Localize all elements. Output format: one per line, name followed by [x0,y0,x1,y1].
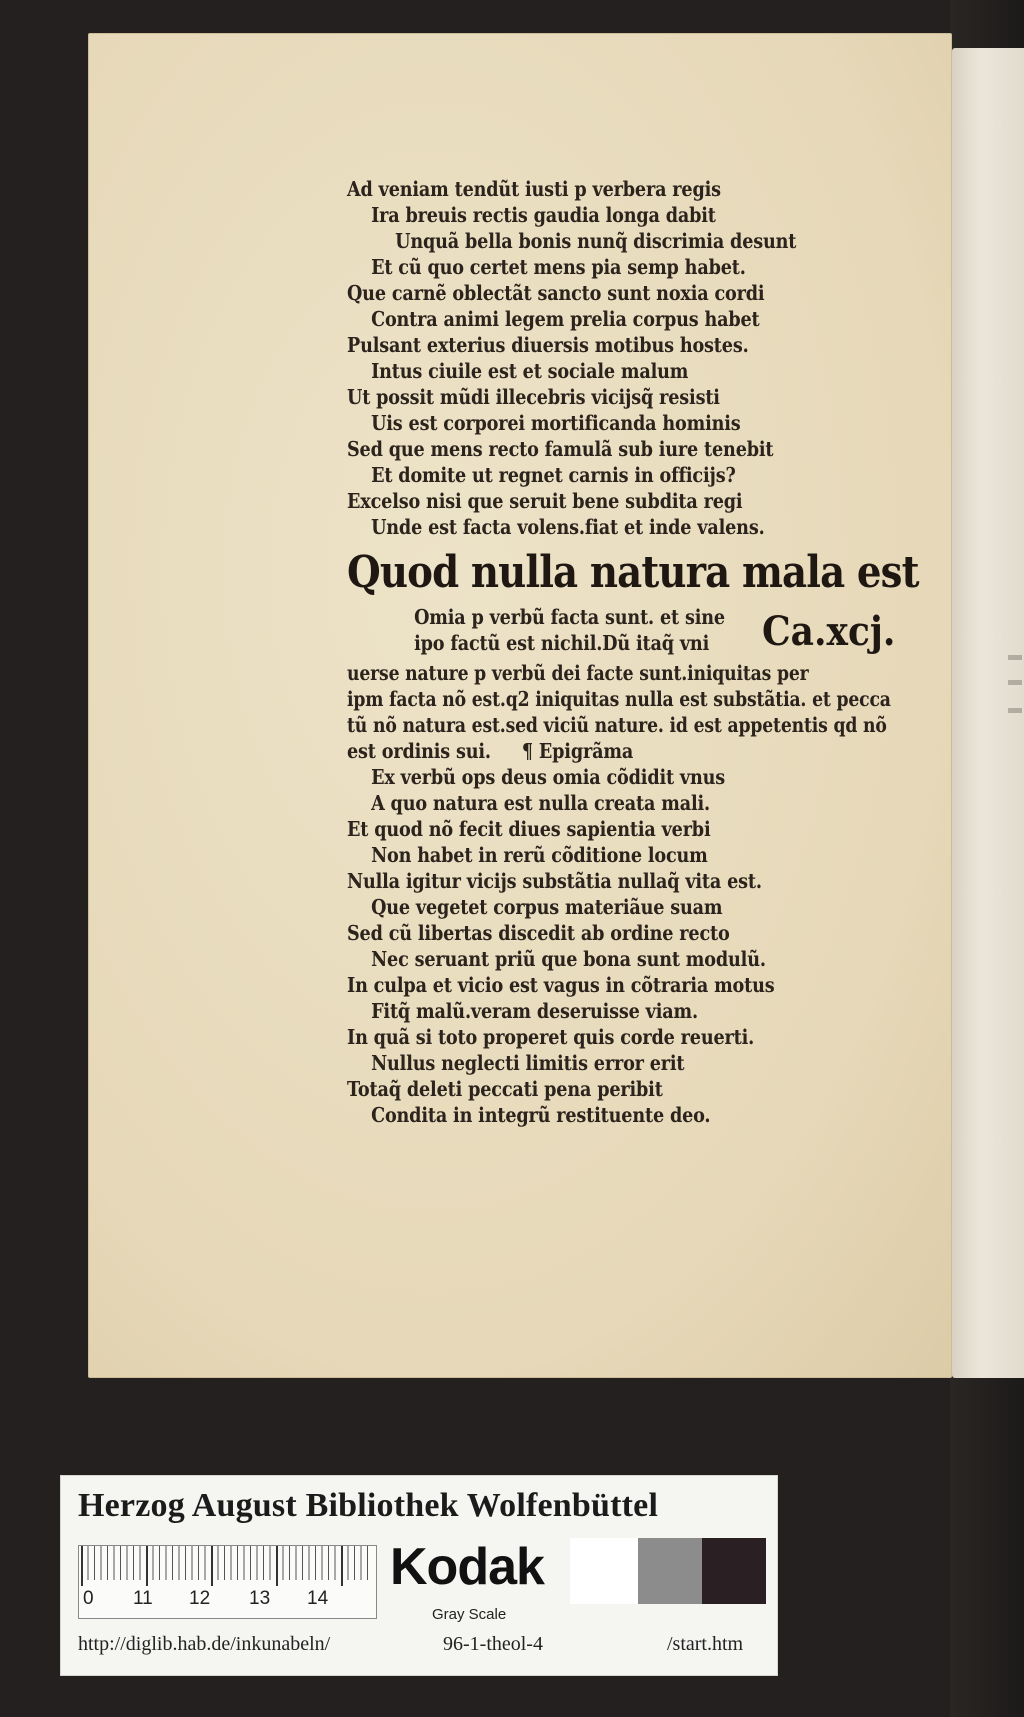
ruler-label: 0 [83,1588,94,1609]
text-line: Totaq̃ deleti peccati pena peribit [347,1077,663,1101]
kodak-logo: Kodak [390,1538,544,1596]
text-line: uerse nature p verbũ dei facte sunt.iniquitas per [347,661,809,685]
chapter-heading: Quod nulla natura mala est [347,547,919,598]
text-line: Sed que mens recto famulã sub iure tenebit [347,437,774,461]
text-line: Nulla igitur vicijs substãtia nullaq̃ vita est. [347,869,762,893]
prose-last-line [347,738,829,764]
text-line: Sed cũ libertas discedit ab ordine recto [347,921,730,945]
page-text [347,176,919,1128]
url-suffix: /start.htm [667,1633,744,1655]
text-line: Excelso nisi que seruit bene subdita regi [347,489,743,513]
text-line: In quã si toto properet quis corde reuerti. [347,1025,755,1049]
text-line: Fitq̃ malũ.veram deseruisse viam. [371,999,698,1023]
text-line: Ad veniam tendũt iusti p verbera regis [347,177,721,201]
text-line: ipo factũ est nichil.Dũ itaq̃ vni [414,631,710,655]
ruler-label: 14 [307,1588,329,1609]
text-line: Ira breuis rectis gaudia longa dabit [371,203,716,227]
ruler [78,1545,377,1619]
adjacent-page-edge [952,48,1024,1378]
text-line: Unquã bella bonis nunq̃ discrimia desunt [395,229,797,253]
text-line: ipm facta nõ est.q2 iniquitas nulla est substãtia. et pecca [347,687,891,711]
ruler-label: 11 [133,1588,153,1609]
gray-swatch-white [570,1538,638,1604]
chapter-intro-row [347,604,907,660]
prose-paragraph [347,660,907,738]
text-line: Et domite ut regnet carnis in officijs? [371,463,736,487]
chapter-number: Ca.xcj. [762,608,896,655]
text-line: Uis est corporei mortificanda hominis [371,411,741,435]
text-line: tũ nõ natura est.sed viciũ nature. id est appetentis qd nõ [347,713,887,737]
text-line: Que carnẽ oblectãt sancto sunt noxia cordi [347,281,765,305]
text-line: Contra animi legem prelia corpus habet [371,307,760,331]
ruler-label: 12 [189,1588,211,1609]
text-line: Unde est facta volens.fiat et inde valens. [371,515,765,539]
text-line: Intus ciuile est et sociale malum [371,359,689,383]
text-line: Condita in integrũ restituente deo. [371,1103,711,1127]
text-line: Nullus neglecti limitis error erit [371,1051,685,1075]
epigram-label: ¶ Epigrãma [521,739,634,763]
text-line: Non habet in rerũ cõditione locum [371,843,708,867]
prose-last-text: est ordinis sui. [347,739,491,763]
gray-swatch-dark [702,1538,766,1604]
text-line: Pulsant exterius diuersis motibus hostes. [347,333,749,357]
gray-swatch-mid [638,1538,702,1604]
gray-scale-label: Gray Scale [432,1606,507,1623]
text-line: Que vegetet corpus materiãue suam [371,895,723,919]
text-line: A quo natura est nulla creata mali. [371,791,710,815]
text-line: Omia p verbũ facta sunt. et sine [414,605,725,629]
text-line: Et quod nõ fecit diues sapientia verbi [347,817,711,841]
text-line: In culpa et vicio est vagus in cõtraria motus [347,973,775,997]
text-line: Et cũ quo certet mens pia semp habet. [371,255,746,279]
text-line: Nec seruant priũ que bona sunt modulũ. [371,947,766,971]
library-name: Herzog August Bibliothek Wolfenbüttel [78,1487,659,1524]
url-prefix: http://diglib.hab.de/inkunabeln/ [78,1633,331,1655]
text-line: Ex verbũ ops deus omia cõdidit vnus [371,765,726,789]
verse-bottom [347,764,907,1128]
ruler-label: 13 [249,1588,271,1609]
ruler-ticks [81,1546,373,1580]
library-label-card [60,1475,778,1676]
text-line: Ut possit mũdi illecebris vicijsq̃ resisti [347,385,720,409]
shelfmark: 96-1-theol-4 [443,1633,543,1655]
verse-top [347,176,907,540]
